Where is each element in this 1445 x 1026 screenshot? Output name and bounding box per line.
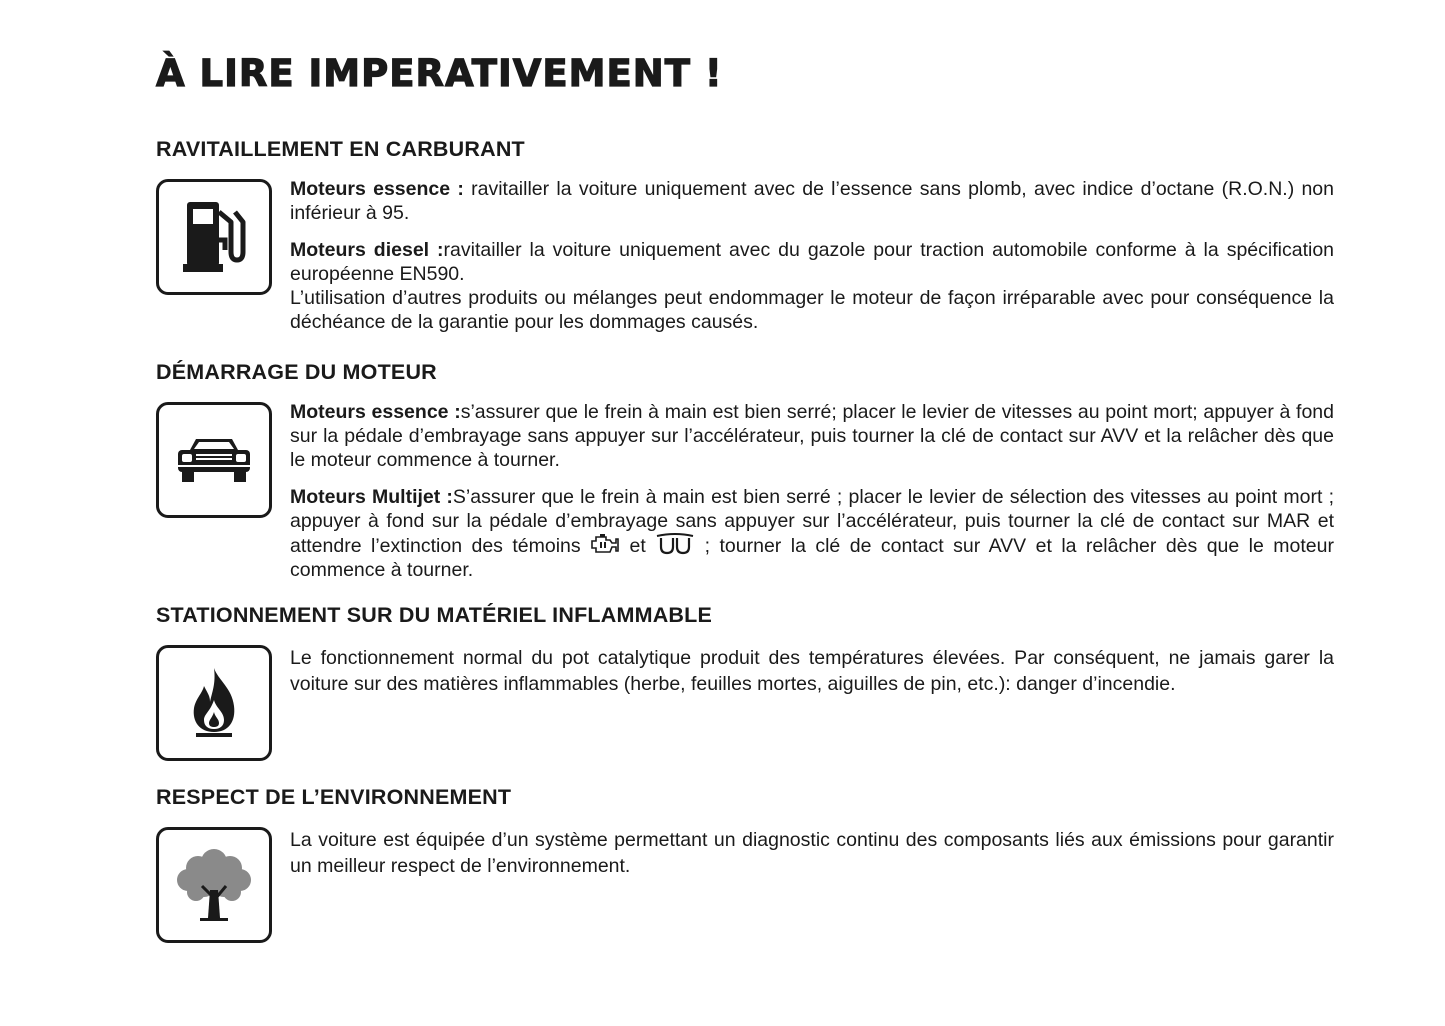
section-heading-fuel: RAVITAILLEMENT EN CARBURANT — [156, 137, 525, 161]
car-front-icon — [176, 436, 252, 484]
section-heading-start: DÉMARRAGE DU MOTEUR — [156, 360, 437, 384]
icon-box-environment — [156, 827, 272, 943]
fuel-petrol-paragraph — [290, 177, 1334, 225]
engine-fault-icon — [590, 533, 620, 555]
fuel-petrol-label: Moteurs essence : — [290, 178, 464, 200]
icon-box-parking — [156, 645, 272, 761]
fuel-pump-icon — [181, 200, 247, 274]
icon-box-start — [156, 402, 272, 518]
tree-icon — [174, 846, 254, 924]
fire-icon — [188, 666, 240, 740]
section-heading-environment: RESPECT DE L’ENVIRONNEMENT — [156, 785, 512, 809]
section-text-start — [290, 400, 1334, 595]
start-multijet-text-b: ; tourner la clé de contact sur AVV et la relâcher dès que le moteur commence à tourner. — [290, 535, 1334, 581]
start-petrol-text: s’assurer que le frein à main est bien serré; placer le levier de vitesses au point mort; appuyer à fond sur la pédale d’embrayage sans appuyer sur l’accélérateur, puis tourner la clé de contact sur AVV et la relâcher dès que le moteur commence à tourner. — [290, 401, 1334, 471]
glow-plug-icon — [655, 533, 695, 555]
section-text-fuel — [290, 177, 1334, 347]
fuel-diesel-label: Moteurs diesel : — [290, 239, 444, 261]
section-heading-parking: STATIONNEMENT SUR DU MATÉRIEL INFLAMMABLE — [156, 603, 713, 627]
icon-box-fuel — [156, 179, 272, 295]
start-petrol-label: Moteurs essence : — [290, 401, 461, 423]
fuel-warning-text: L’utilisation d’autres produits ou mélanges peut endommager le moteur de façon irréparable avec pour conséquence la déchéance de la garantie pour les dommages causés. — [290, 287, 1334, 333]
environment-paragraph: La voiture est équipée d’un système permettant un diagnostic continu des composants liés aux émissions pour garantir un meilleur respect de l’environnement. — [290, 829, 1334, 877]
section-text-environment — [290, 827, 1334, 892]
start-petrol-paragraph — [290, 400, 1334, 472]
page-title: À LIRE IMPERATIVEMENT ! — [156, 52, 723, 95]
section-environment — [156, 785, 1334, 877]
fuel-petrol-text: ravitailler la voiture uniquement avec de l’essence sans plomb, avec indice d’octane (R.O.N.) non inférieur à 95. — [290, 178, 1334, 224]
start-multijet-text-a: S’assurer que le frein à main est bien serré ; placer le levier de sélection des vitesses au point mort ; appuyer à fond sur la pédale d’embrayage sans appuyer sur l’accélérateur, puis tourner la clé de contact sur MAR et attendre l’extinction des témoins — [290, 486, 1334, 557]
section-text-parking — [290, 645, 1334, 710]
section-parking — [156, 603, 1334, 695]
start-multijet-and: et — [620, 535, 656, 557]
fuel-diesel-text: ravitailler la voiture uniquement avec du gazole pour traction automobile conforme à la spécification européenne EN590. — [290, 239, 1335, 285]
fuel-diesel-paragraph — [290, 238, 1334, 334]
parking-paragraph: Le fonctionnement normal du pot catalytique produit des températures élevées. Par conséquent, ne jamais garer la voiture sur des matières inflammables (herbe, feuilles mortes, aiguilles de pin, etc.): danger d’incendie. — [290, 647, 1334, 695]
start-multijet-paragraph — [290, 485, 1334, 582]
start-multijet-label: Moteurs Multijet : — [290, 486, 453, 508]
section-start — [156, 360, 1334, 581]
section-fuel — [156, 137, 1335, 333]
